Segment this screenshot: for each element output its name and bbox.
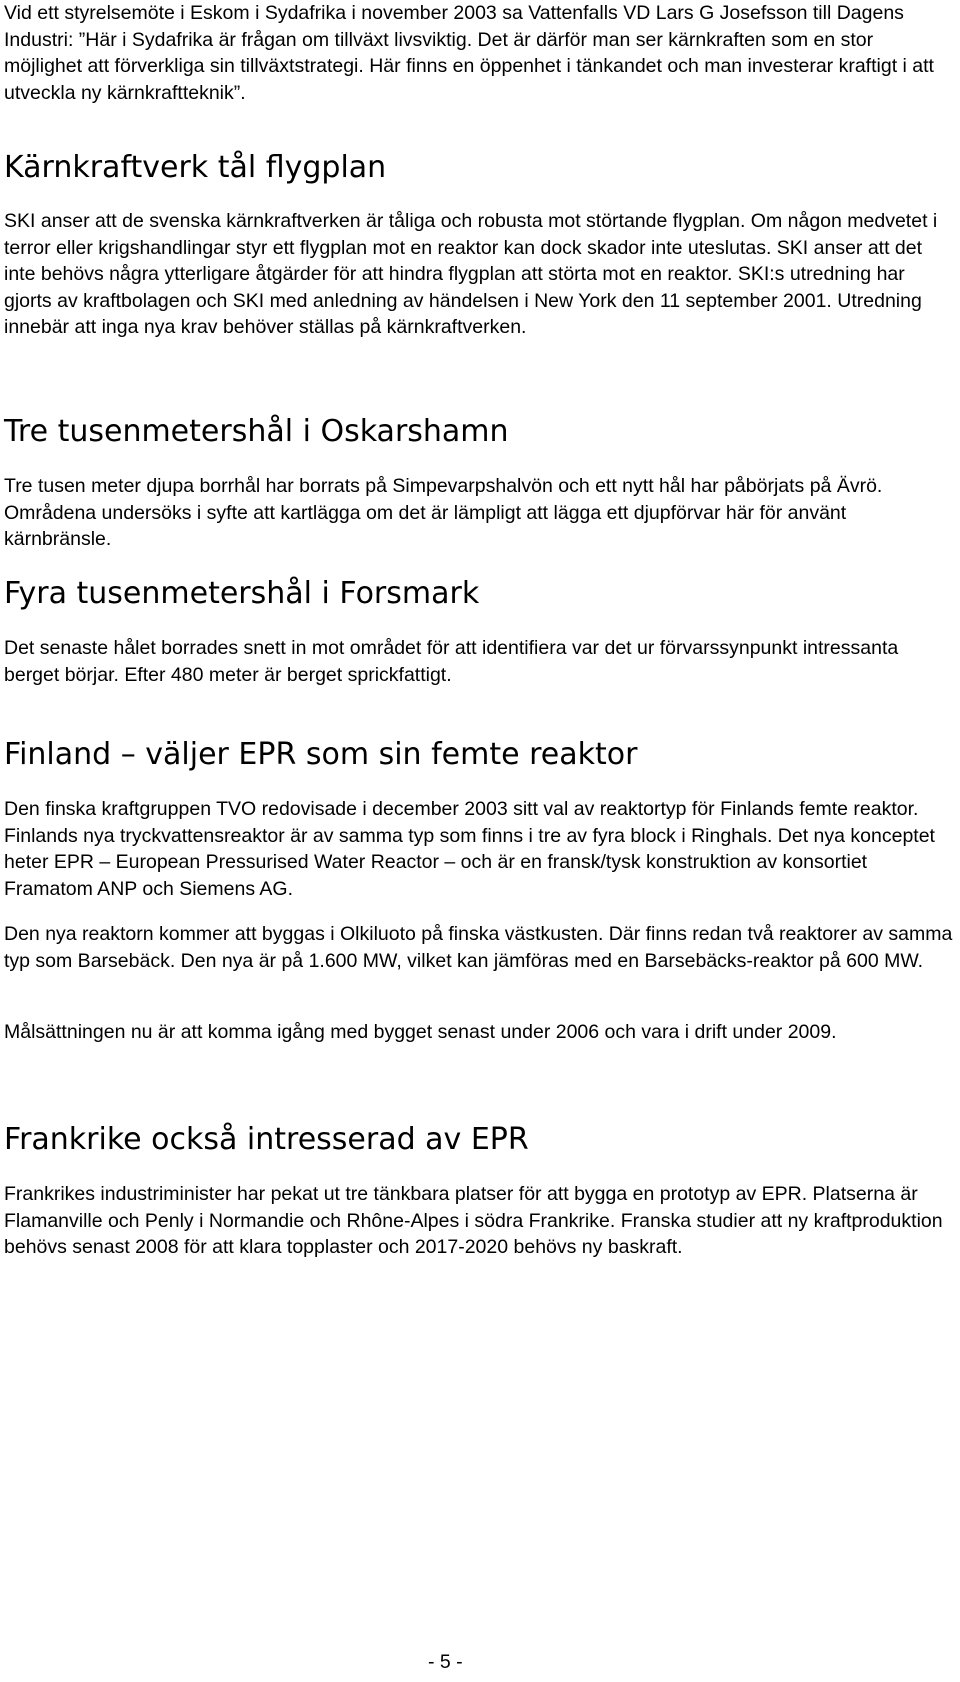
heading-finland: Finland – väljer EPR som sin femte reaktor [4,737,638,772]
heading-frankrike: Frankrike också intresserad av EPR [4,1122,529,1157]
paragraph-karnkraftverk: SKI anser att de svenska kärnkraftverken är tåliga och robusta mot störtande flygplan. Om någon medvetet i terror eller krigshandlingar styr ett flygplan mot en reaktor kan dock skador inte uteslutas. SKI anser att det inte behövs några ytterligare åtgärder för att hindra flygplan att störta mot en reaktor. SKI:s utredning har gjorts av kraftbolagen och SKI med anledning av händelsen i New York den 11 september 2001. Utredning innebär att inga nya krav behöver ställas på kärnkraftverken. [4,210,938,338]
paragraph-finland-2: Den nya reaktorn kommer att byggas i Olkiluoto på finska västkusten. Där finns redan två reaktorer av samma typ som Barsebäck. Den nya är på 1.600 MW, vilket kan jämföras med en Barsebäcks-reaktor på 600 MW. [4,923,953,972]
paragraph-oskarshamn: Tre tusen meter djupa borrhål har borrats på Simpevarpshalvön och ett nytt hål har påbörjats på Ävrö. Områdena undersöks i syfte att kartlägga om det är lämpligt att lägga ett djupförvar här för använt kärnbränsle. [4,475,883,550]
heading-karnkraftverk: Kärnkraftverk tål flygplan [4,150,387,185]
heading-oskarshamn: Tre tusenmetershål i Oskarshamn [4,414,509,449]
page-number: - 5 - [428,1651,463,1673]
paragraph-finland-3: Målsättningen nu är att komma igång med bygget senast under 2006 och vara i drift under 2009. [4,1021,837,1043]
paragraph-finland-1: Den finska kraftgruppen TVO redovisade i december 2003 sitt val av reaktortyp för Finlands femte reaktor. Finlands nya tryckvattensreaktor är av samma typ som finns i tre av fyra block i Ringhals. Det nya konceptet heter EPR – European Pressurised Water Reactor – och är en fransk/tysk konstruktion av konsortiet Framatom ANP och Siemens AG. [4,798,935,900]
paragraph-forsmark: Det senaste hålet borrades snett in mot området för att identifiera var det ur förvarssynpunkt intressanta berget börjar. Efter 480 meter är berget sprickfattigt. [4,637,899,686]
heading-forsmark: Fyra tusenmetershål i Forsmark [4,576,480,611]
intro-paragraph: Vid ett styrelsemöte i Eskom i Sydafrika i november 2003 sa Vattenfalls VD Lars G Josefsson till Dagens Industri: ”Här i Sydafrika är frågan om tillväxt livsviktig. Det är därför man ser kärnkraften som en stor möjlighet att förverkliga sin tillväxtstrategi. Här finns en öppenhet i tänkandet och man investerar kraftigt i att utveckla ny kärnkraftteknik”. [4,2,934,104]
paragraph-frankrike: Frankrikes industriminister har pekat ut tre tänkbara platser för att bygga en prototyp av EPR. Platserna är Flamanville och Penly i Normandie och Rhône-Alpes i södra Frankrike. Franska studier att ny kraftproduktion behövs senast 2008 för att klara topplaster och 2017-2020 behövs ny baskraft. [4,1183,943,1258]
